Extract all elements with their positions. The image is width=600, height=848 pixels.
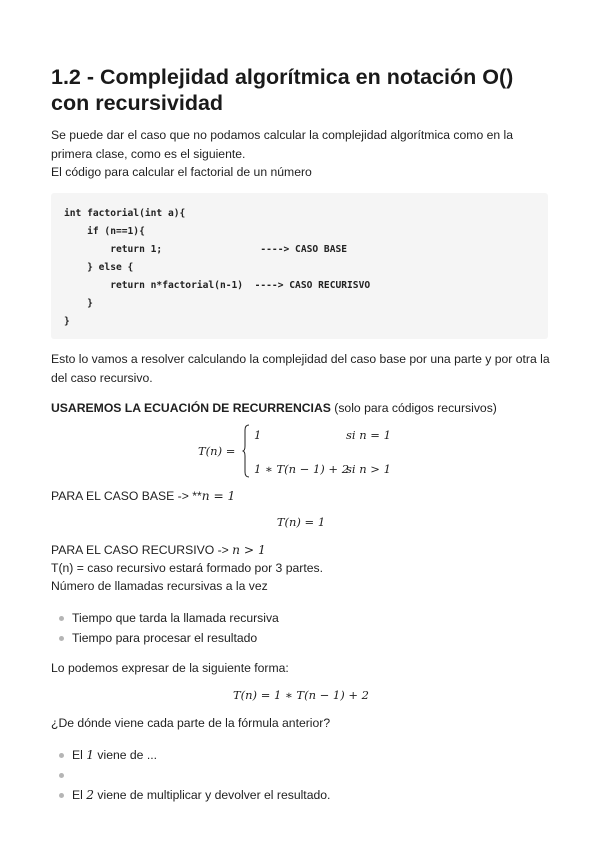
formula-equation: T(n) = 1 ∗ T(n − 1) + 2 xyxy=(232,688,370,702)
question-paragraph: ¿De dónde viene cada parte de la fórmula anterior? xyxy=(51,716,331,730)
express-paragraph: Lo podemos expresar de la siguiente forma: xyxy=(51,661,289,675)
recursive-description: T(n) = caso recursivo estará formado por 3 partes. xyxy=(51,561,323,575)
parts-list xyxy=(51,608,279,648)
recursive-calls-text: Número de llamadas recursivas a la vez xyxy=(51,579,268,593)
list-item xyxy=(51,765,330,785)
left-brace-icon xyxy=(242,424,250,478)
page-title: 1.2 - Complejidad algorítmica en notación O() con recursividad xyxy=(51,65,514,115)
origin-math: 2 xyxy=(86,788,94,802)
recurrence-row-1-value: 1 xyxy=(254,428,262,442)
base-case-line xyxy=(51,487,551,506)
resolve-paragraph: Esto lo vamos a resolver calculando la complejidad del caso base por una parte y por otra la del caso recursivo. xyxy=(51,352,550,385)
list-item xyxy=(51,745,330,765)
base-case-math: n = 1 xyxy=(201,489,236,503)
recursive-case-label: PARA EL CASO RECURSIVO -> xyxy=(51,543,233,557)
intro-paragraph: Se puede dar el caso que no podamos calcular la complejidad algorítmica como en la primera clase, como es el siguiente. xyxy=(51,128,514,161)
recurrence-heading-note: (solo para códigos recursivos) xyxy=(330,401,497,415)
base-case-label: PARA EL CASO BASE -> ** xyxy=(51,489,202,503)
origin-text-pre: El xyxy=(72,788,87,802)
recursive-case-math: n > 1 xyxy=(232,543,266,557)
recurrence-lhs: T(n) = xyxy=(198,444,236,458)
recurrence-row-2-condition: si n > 1 xyxy=(346,462,391,476)
origin-list xyxy=(51,745,330,805)
code-block xyxy=(51,193,548,339)
list-item: Tiempo para procesar el resultado xyxy=(51,628,279,648)
code-text: int factorial(int a){ if (n==1){ return 1; ----> CASO BASE } else { return n*factorial(n-1) ----> CASO RECURISVO } } xyxy=(64,208,371,327)
recurrence-heading xyxy=(51,399,551,418)
base-case-equation: T(n) = 1 xyxy=(276,515,326,529)
recurrence-row-2-value: 1 ∗ T(n − 1) + 2 xyxy=(254,462,350,476)
origin-text-pre: El xyxy=(72,748,87,762)
recurrence-heading-bold: USAREMOS LA ECUACIÓN DE RECURRENCIAS xyxy=(51,401,331,415)
list-item: Tiempo que tarda la llamada recursiva xyxy=(51,608,279,628)
recursive-case-line xyxy=(51,541,551,560)
recurrence-row-1-condition: si n = 1 xyxy=(346,428,391,442)
intro-code-caption: El código para calcular el factorial de un número xyxy=(51,165,312,179)
recurrence-equation xyxy=(198,422,428,482)
origin-text-post: viene de multiplicar y devolver el resultado. xyxy=(94,788,331,802)
list-item xyxy=(51,785,330,805)
origin-math: 1 xyxy=(86,748,94,762)
origin-text-post: viene de ... xyxy=(94,748,158,762)
